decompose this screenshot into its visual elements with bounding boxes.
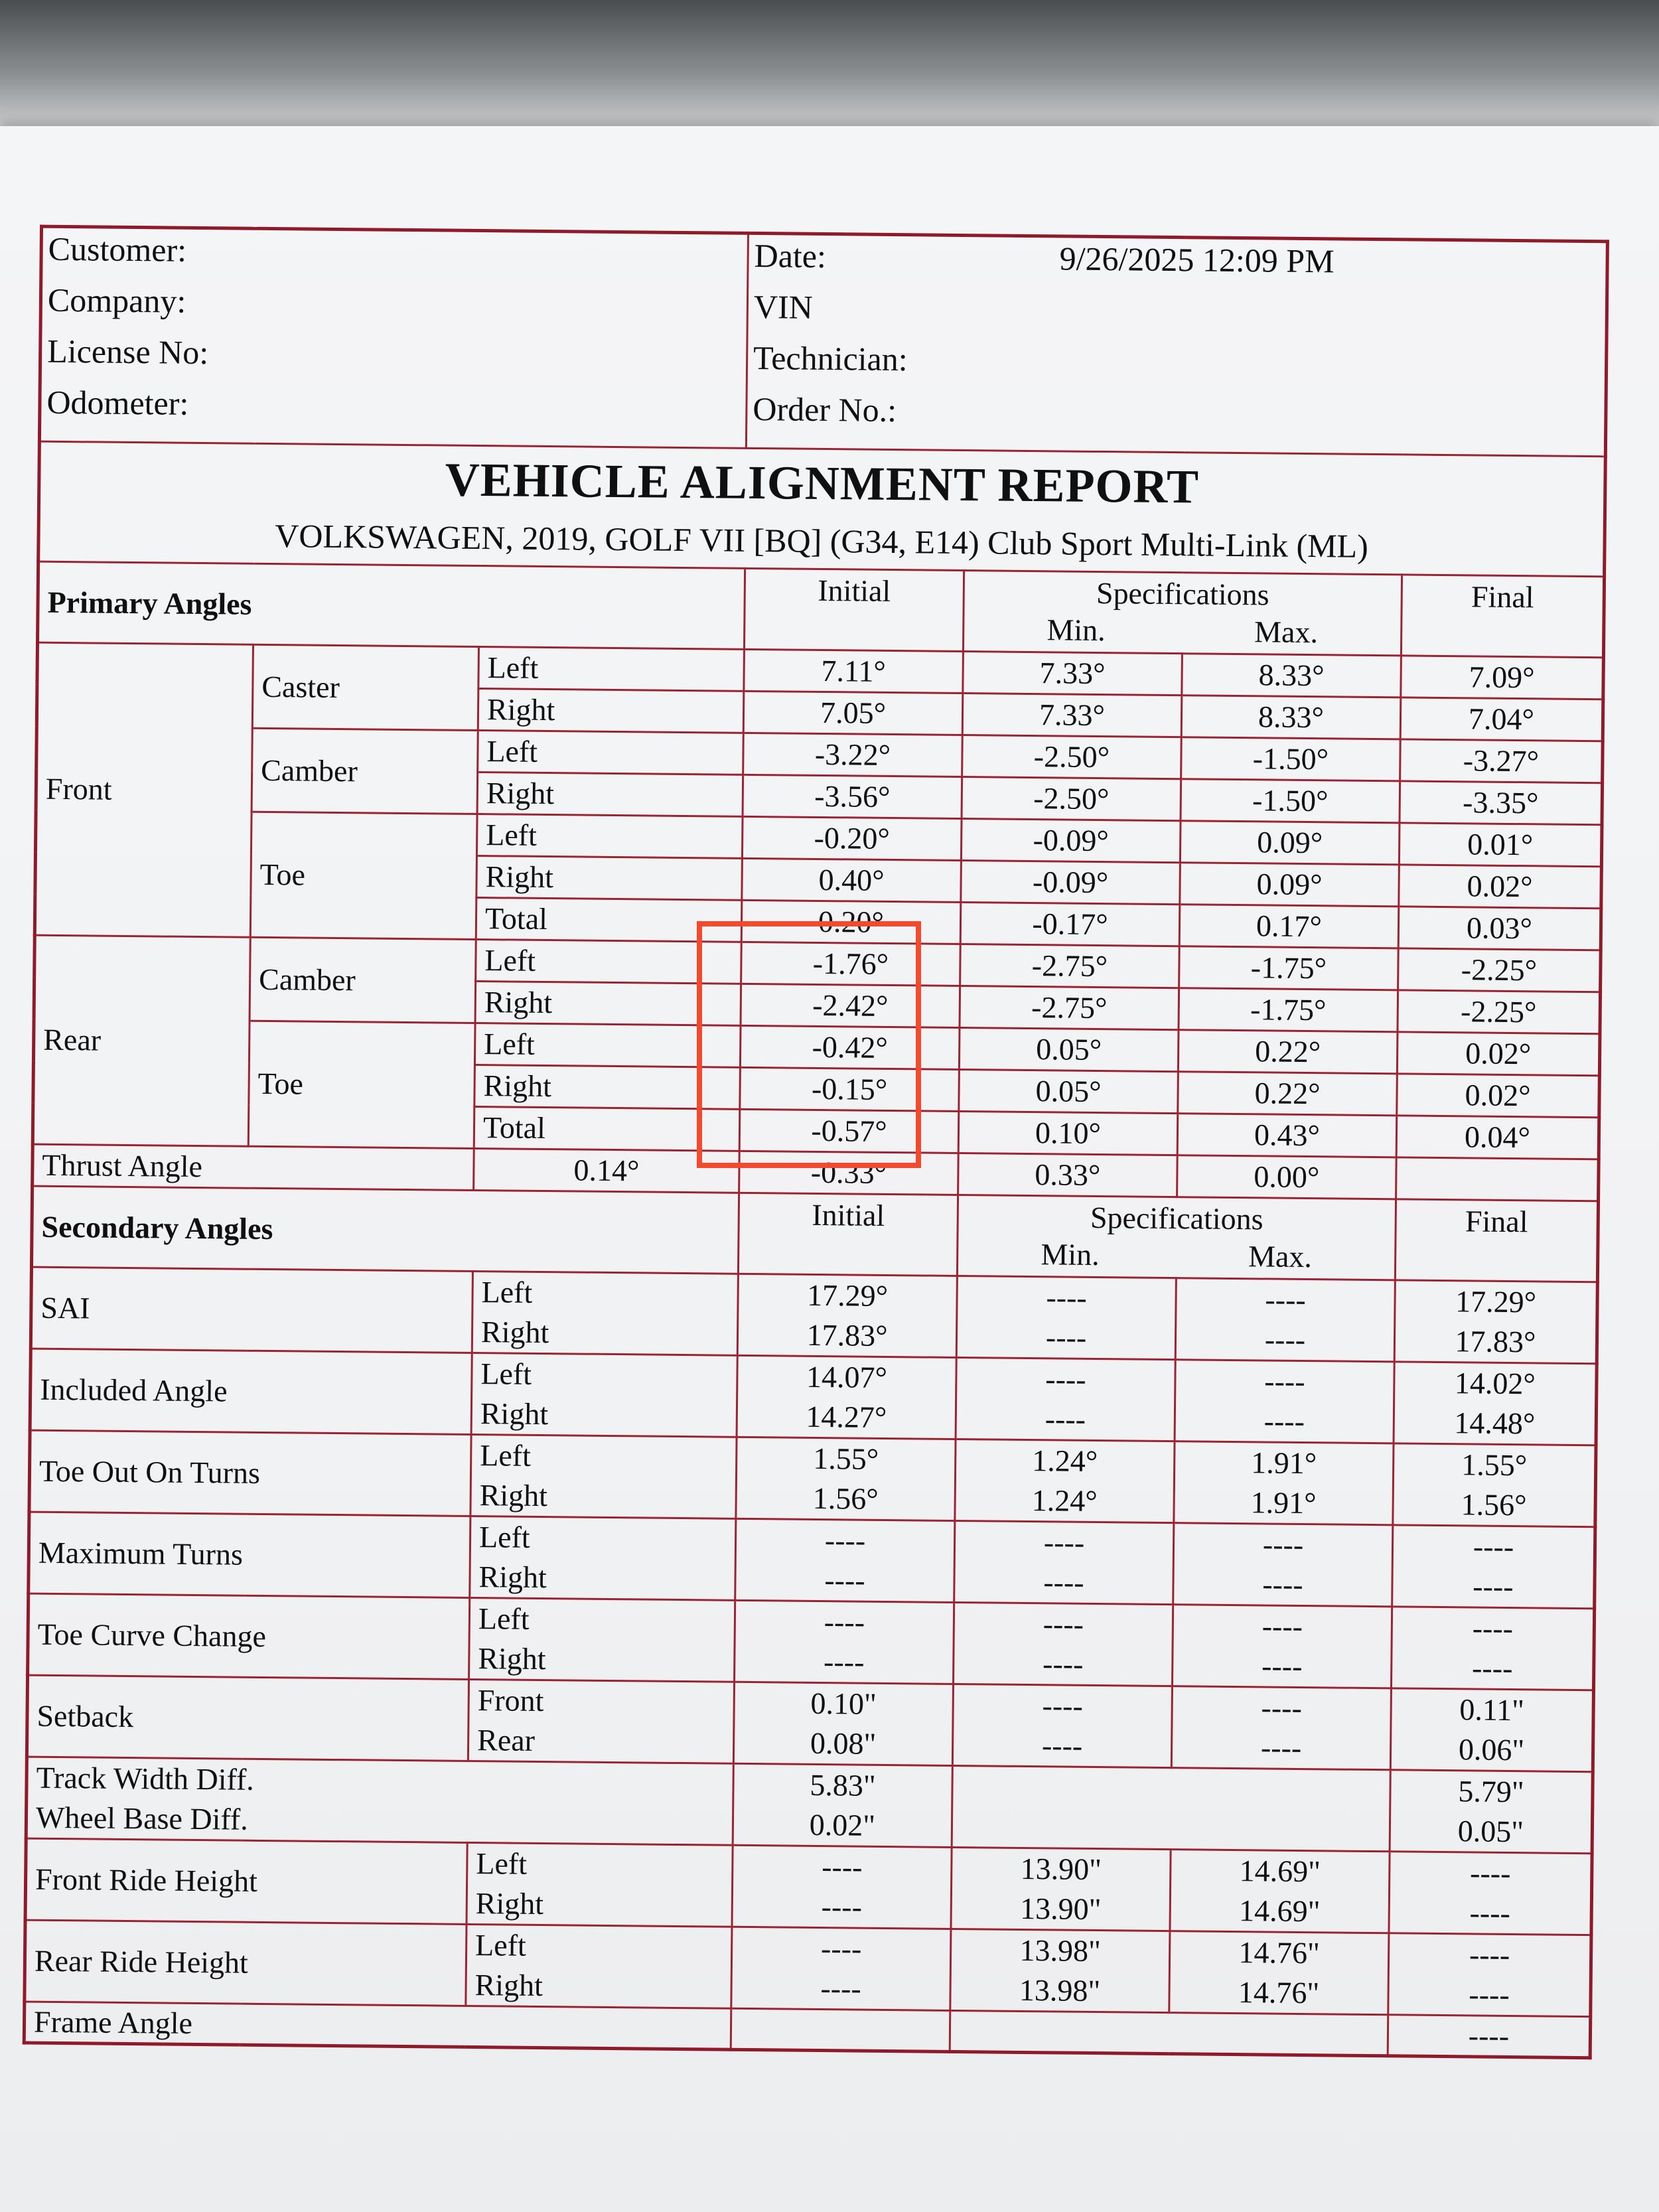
rear-label: Rear bbox=[33, 935, 250, 1146]
final-value: 0.02° bbox=[1397, 1074, 1600, 1118]
side-label: Left bbox=[474, 1023, 741, 1068]
odometer-label: Odometer: bbox=[46, 383, 189, 422]
side-label: Left bbox=[474, 1928, 527, 1962]
side-label: Right bbox=[478, 689, 744, 733]
final-value: 0.03° bbox=[1398, 907, 1601, 950]
table-row bbox=[29, 1430, 1596, 1527]
specifications-label: Specifications bbox=[1096, 575, 1269, 612]
initial-value: 14.27° bbox=[806, 1399, 887, 1434]
final-value: 14.02° bbox=[1454, 1366, 1536, 1401]
wheel-base-label: Wheel Base Diff. bbox=[35, 1800, 249, 1836]
final-value: 7.09° bbox=[1401, 656, 1604, 700]
initial-header: Initial bbox=[738, 1193, 958, 1276]
toe-label: Toe bbox=[250, 812, 477, 939]
min-value: -0.17° bbox=[960, 903, 1180, 946]
camber-label: Camber bbox=[252, 728, 478, 814]
max-value: ---- bbox=[1262, 1609, 1303, 1644]
side-label: Left bbox=[478, 1520, 530, 1554]
max-value: -1.75° bbox=[1179, 988, 1398, 1032]
initial-value: 0.14° bbox=[474, 1148, 740, 1193]
track-width-label: Track Width Diff. bbox=[36, 1760, 255, 1797]
company-label: Company: bbox=[47, 281, 186, 320]
max-value: 14.76" bbox=[1238, 1975, 1320, 2010]
initial-value: 1.55° bbox=[813, 1441, 879, 1476]
initial-value: 0.20° bbox=[741, 900, 961, 944]
secondary-item-label: Toe Out On Turns bbox=[29, 1430, 471, 1516]
max-value: 0.33° bbox=[958, 1153, 1178, 1197]
min-value: 7.33° bbox=[962, 694, 1182, 737]
max-value: ---- bbox=[1260, 1730, 1302, 1765]
min-value: 13.90" bbox=[1020, 1851, 1102, 1887]
final-value: 17.29° bbox=[1455, 1284, 1537, 1319]
specifications-header bbox=[957, 1195, 1396, 1280]
initial-value: -3.22° bbox=[743, 733, 963, 776]
max-value: 0.09° bbox=[1180, 863, 1400, 907]
max-header: Max. bbox=[1254, 615, 1319, 650]
side-label: Front bbox=[477, 1683, 544, 1718]
side-label: Left bbox=[476, 940, 742, 984]
side-label: Right bbox=[474, 1065, 741, 1109]
rear-camber-label: Camber bbox=[250, 937, 476, 1023]
final-value: 7.04° bbox=[1400, 698, 1603, 741]
initial-value: -3.56° bbox=[743, 774, 962, 818]
initial-value: -0.15° bbox=[740, 1067, 960, 1111]
max-value: -1.50° bbox=[1181, 737, 1401, 781]
side-label: Right bbox=[475, 1886, 544, 1921]
side-label: Right bbox=[480, 1315, 549, 1350]
final-value: ---- bbox=[1473, 1569, 1514, 1604]
report-title-block bbox=[38, 441, 1606, 577]
min-value: ---- bbox=[1045, 1402, 1086, 1436]
min-value: ---- bbox=[1042, 1688, 1084, 1723]
max-value: 8.33° bbox=[1182, 654, 1402, 698]
min-value: 1.24° bbox=[1031, 1483, 1098, 1518]
final-value: ---- bbox=[1472, 1611, 1514, 1646]
secondary-item-label: Rear Ride Height bbox=[25, 1920, 467, 2006]
final-value: ---- bbox=[1469, 1856, 1511, 1891]
final-value: ---- bbox=[1469, 1977, 1510, 2012]
initial-value: ---- bbox=[823, 1645, 865, 1679]
rear-toe-label: Toe bbox=[248, 1021, 475, 1148]
min-value: 13.98" bbox=[1019, 1933, 1102, 1968]
min-value: ---- bbox=[1045, 1362, 1086, 1396]
min-value: ---- bbox=[1041, 1728, 1083, 1763]
date-value: 9/26/2025 12:09 PM bbox=[1059, 240, 1334, 280]
max-value: 1.91° bbox=[1251, 1445, 1317, 1481]
vehicle-description: VOLKSWAGEN, 2019, GOLF VII [BQ] (G34, E14) Club Sport Multi-Link (ML) bbox=[275, 517, 1369, 565]
specifications-header bbox=[963, 571, 1402, 656]
side-label: Left bbox=[480, 1357, 532, 1391]
side-label: Right bbox=[477, 773, 743, 817]
initial-value: ---- bbox=[824, 1605, 865, 1639]
side-label: Left bbox=[480, 1438, 532, 1473]
final-value: 0.00° bbox=[1177, 1155, 1397, 1199]
license-label: License No: bbox=[46, 332, 209, 372]
side-label: Rear bbox=[476, 1723, 536, 1757]
min-value: ---- bbox=[1045, 1320, 1087, 1355]
max-value: 14.69" bbox=[1239, 1854, 1321, 1889]
final-value: -2.25° bbox=[1398, 990, 1601, 1034]
max-value: 1.91° bbox=[1250, 1485, 1317, 1520]
initial-value: 0.08" bbox=[810, 1726, 877, 1761]
final-value: 1.55° bbox=[1461, 1447, 1528, 1483]
side-label: Left bbox=[476, 1846, 528, 1881]
min-value: ---- bbox=[1043, 1525, 1085, 1560]
final-value: 0.02° bbox=[1397, 1032, 1600, 1076]
side-label: Right bbox=[478, 1560, 547, 1595]
max-value: ---- bbox=[1261, 1690, 1303, 1726]
side-label: Left bbox=[478, 731, 744, 775]
specifications-label: Specifications bbox=[1090, 1200, 1263, 1236]
final-value: ---- bbox=[1471, 1651, 1513, 1686]
side-label: Total bbox=[476, 898, 742, 942]
max-value: -1.50° bbox=[1181, 779, 1400, 823]
thrust-angle-label: Thrust Angle bbox=[33, 1144, 474, 1190]
side-label: Right bbox=[480, 1396, 549, 1432]
front-label: Front bbox=[35, 642, 253, 937]
secondary-angles-title: Secondary Angles bbox=[31, 1186, 739, 1274]
initial-value: 14.07° bbox=[806, 1359, 888, 1394]
final-value: 14.48° bbox=[1454, 1406, 1536, 1441]
min-value: 0.05° bbox=[959, 1070, 1179, 1114]
max-value: 0.09° bbox=[1180, 821, 1400, 865]
initial-value: 17.83° bbox=[806, 1317, 888, 1353]
initial-value: -0.57° bbox=[739, 1109, 959, 1153]
initial-value: -2.42° bbox=[741, 984, 960, 1027]
table-row bbox=[25, 1920, 1591, 2017]
side-label: Right bbox=[476, 856, 743, 901]
final-value: 0.01° bbox=[1399, 823, 1602, 867]
primary-angles-title: Primary Angles bbox=[38, 561, 745, 649]
secondary-item-label: SAI bbox=[31, 1267, 472, 1353]
table-row bbox=[25, 1838, 1592, 1935]
final-header: Final bbox=[1401, 575, 1604, 658]
date-label: Date: bbox=[754, 236, 827, 275]
table-row bbox=[26, 1757, 1593, 1854]
table-row bbox=[31, 1267, 1597, 1364]
customer-info-block bbox=[39, 226, 748, 448]
min-value: ---- bbox=[1043, 1565, 1084, 1599]
side-label: Left bbox=[478, 1601, 530, 1636]
order-label: Order No.: bbox=[753, 390, 897, 429]
final-value: ---- bbox=[1469, 1937, 1510, 1972]
min-value: 1.24° bbox=[1032, 1443, 1098, 1479]
initial-value: ---- bbox=[820, 1931, 862, 1966]
max-value: 0.22° bbox=[1178, 1030, 1398, 1074]
min-value: 13.90" bbox=[1019, 1891, 1102, 1927]
report-title: VEHICLE ALIGNMENT REPORT bbox=[445, 453, 1200, 514]
min-value: -2.50° bbox=[962, 777, 1181, 821]
final-value: 0.06" bbox=[1458, 1732, 1525, 1767]
max-value: 0.22° bbox=[1178, 1072, 1398, 1116]
initial-value: 5.83" bbox=[810, 1767, 876, 1803]
max-value: 0.17° bbox=[1179, 905, 1399, 948]
side-label: Total bbox=[474, 1106, 740, 1151]
max-value: -1.75° bbox=[1179, 946, 1399, 990]
side-label: Left bbox=[481, 1275, 533, 1309]
side-label: Right bbox=[479, 1478, 548, 1513]
final-value: -3.27° bbox=[1400, 739, 1603, 783]
initial-value: 0.10" bbox=[810, 1686, 877, 1721]
final-value: 1.56° bbox=[1461, 1487, 1527, 1522]
final-value: ---- bbox=[1473, 1529, 1514, 1564]
max-value: ---- bbox=[1264, 1364, 1305, 1399]
initial-header: Initial bbox=[744, 568, 964, 651]
final-header: Final bbox=[1395, 1199, 1598, 1282]
initial-value: ---- bbox=[821, 1889, 863, 1924]
initial-value: 1.56° bbox=[812, 1481, 879, 1516]
secondary-item-label: Toe Curve Change bbox=[28, 1593, 470, 1679]
min-value: 13.98" bbox=[1019, 1972, 1101, 2008]
final-value: ---- bbox=[1388, 2015, 1591, 2058]
initial-value: 0.02" bbox=[809, 1807, 876, 1842]
customer-label: Customer: bbox=[48, 230, 187, 269]
min-value: 0.10° bbox=[958, 1112, 1178, 1155]
table-row bbox=[27, 1675, 1593, 1772]
order-info-block bbox=[746, 233, 1607, 456]
min-value: ---- bbox=[1042, 1647, 1084, 1681]
table-row bbox=[29, 1512, 1595, 1609]
max-value: ---- bbox=[1264, 1322, 1306, 1357]
initial-value: 0.40° bbox=[742, 858, 962, 902]
max-value: 14.76" bbox=[1238, 1935, 1321, 1970]
min-value: -2.75° bbox=[960, 986, 1179, 1030]
initial-value: ---- bbox=[824, 1523, 866, 1558]
min-header: Min. bbox=[1046, 613, 1106, 648]
secondary-item-label: Front Ride Height bbox=[25, 1838, 467, 1924]
max-value: ---- bbox=[1262, 1567, 1303, 1602]
max-value: 14.69" bbox=[1238, 1893, 1321, 1929]
initial-value: 17.29° bbox=[806, 1278, 889, 1313]
final-value: 0.04° bbox=[1396, 1116, 1599, 1159]
caster-label: Caster bbox=[252, 644, 478, 730]
min-value: -0.09° bbox=[961, 819, 1181, 863]
max-value: ---- bbox=[1262, 1527, 1304, 1562]
highlight-box bbox=[697, 921, 921, 1168]
min-value: 7.33° bbox=[963, 652, 1183, 696]
initial-value: 7.05° bbox=[743, 691, 963, 735]
frame-angle-label: Frame Angle bbox=[24, 2002, 731, 2049]
max-value: ---- bbox=[1265, 1282, 1306, 1317]
final-value: 0.05" bbox=[1457, 1814, 1524, 1849]
max-value: 0.43° bbox=[1177, 1114, 1397, 1157]
final-value: ---- bbox=[1469, 1895, 1511, 1931]
initial-value: -1.76° bbox=[741, 942, 961, 986]
table-row bbox=[28, 1593, 1595, 1690]
side-label: Right bbox=[475, 982, 741, 1026]
initial-value: -0.20° bbox=[742, 816, 962, 860]
technician-label: Technician: bbox=[753, 338, 908, 378]
max-header: Max. bbox=[1248, 1239, 1313, 1274]
max-value: 8.33° bbox=[1181, 696, 1401, 739]
final-value: 17.83° bbox=[1455, 1324, 1536, 1359]
min-value: -0.33° bbox=[739, 1151, 959, 1195]
min-value: -0.09° bbox=[961, 861, 1181, 905]
final-value: 0.11" bbox=[1459, 1692, 1525, 1728]
final-value: -2.25° bbox=[1398, 948, 1601, 992]
side-label: Left bbox=[476, 814, 743, 859]
initial-value: 7.11° bbox=[744, 649, 964, 693]
final-value: -3.35° bbox=[1400, 781, 1603, 825]
secondary-item-label: Setback bbox=[27, 1675, 469, 1761]
min-value: -2.50° bbox=[962, 735, 1182, 779]
secondary-item-label: Maximum Turns bbox=[29, 1512, 470, 1597]
min-value: -2.75° bbox=[960, 944, 1180, 988]
initial-value: ---- bbox=[824, 1563, 865, 1597]
min-value: ---- bbox=[1043, 1607, 1084, 1641]
final-value: 5.79" bbox=[1458, 1774, 1524, 1809]
side-label: Right bbox=[478, 1641, 546, 1676]
vin-label: VIN bbox=[753, 287, 814, 326]
max-value: ---- bbox=[1263, 1404, 1305, 1439]
max-value: ---- bbox=[1261, 1649, 1303, 1684]
min-value: 0.05° bbox=[959, 1028, 1179, 1072]
initial-value: ---- bbox=[821, 1850, 863, 1884]
side-label: Left bbox=[478, 647, 745, 692]
initial-value: -0.42° bbox=[740, 1025, 960, 1069]
min-value: ---- bbox=[1046, 1280, 1087, 1315]
secondary-item-label: Included Angle bbox=[30, 1349, 472, 1434]
table-row bbox=[30, 1349, 1597, 1445]
side-label: Right bbox=[474, 1968, 543, 2003]
final-value: 0.02° bbox=[1399, 865, 1602, 909]
initial-value: ---- bbox=[820, 1971, 861, 2006]
min-header: Min. bbox=[1041, 1237, 1100, 1272]
